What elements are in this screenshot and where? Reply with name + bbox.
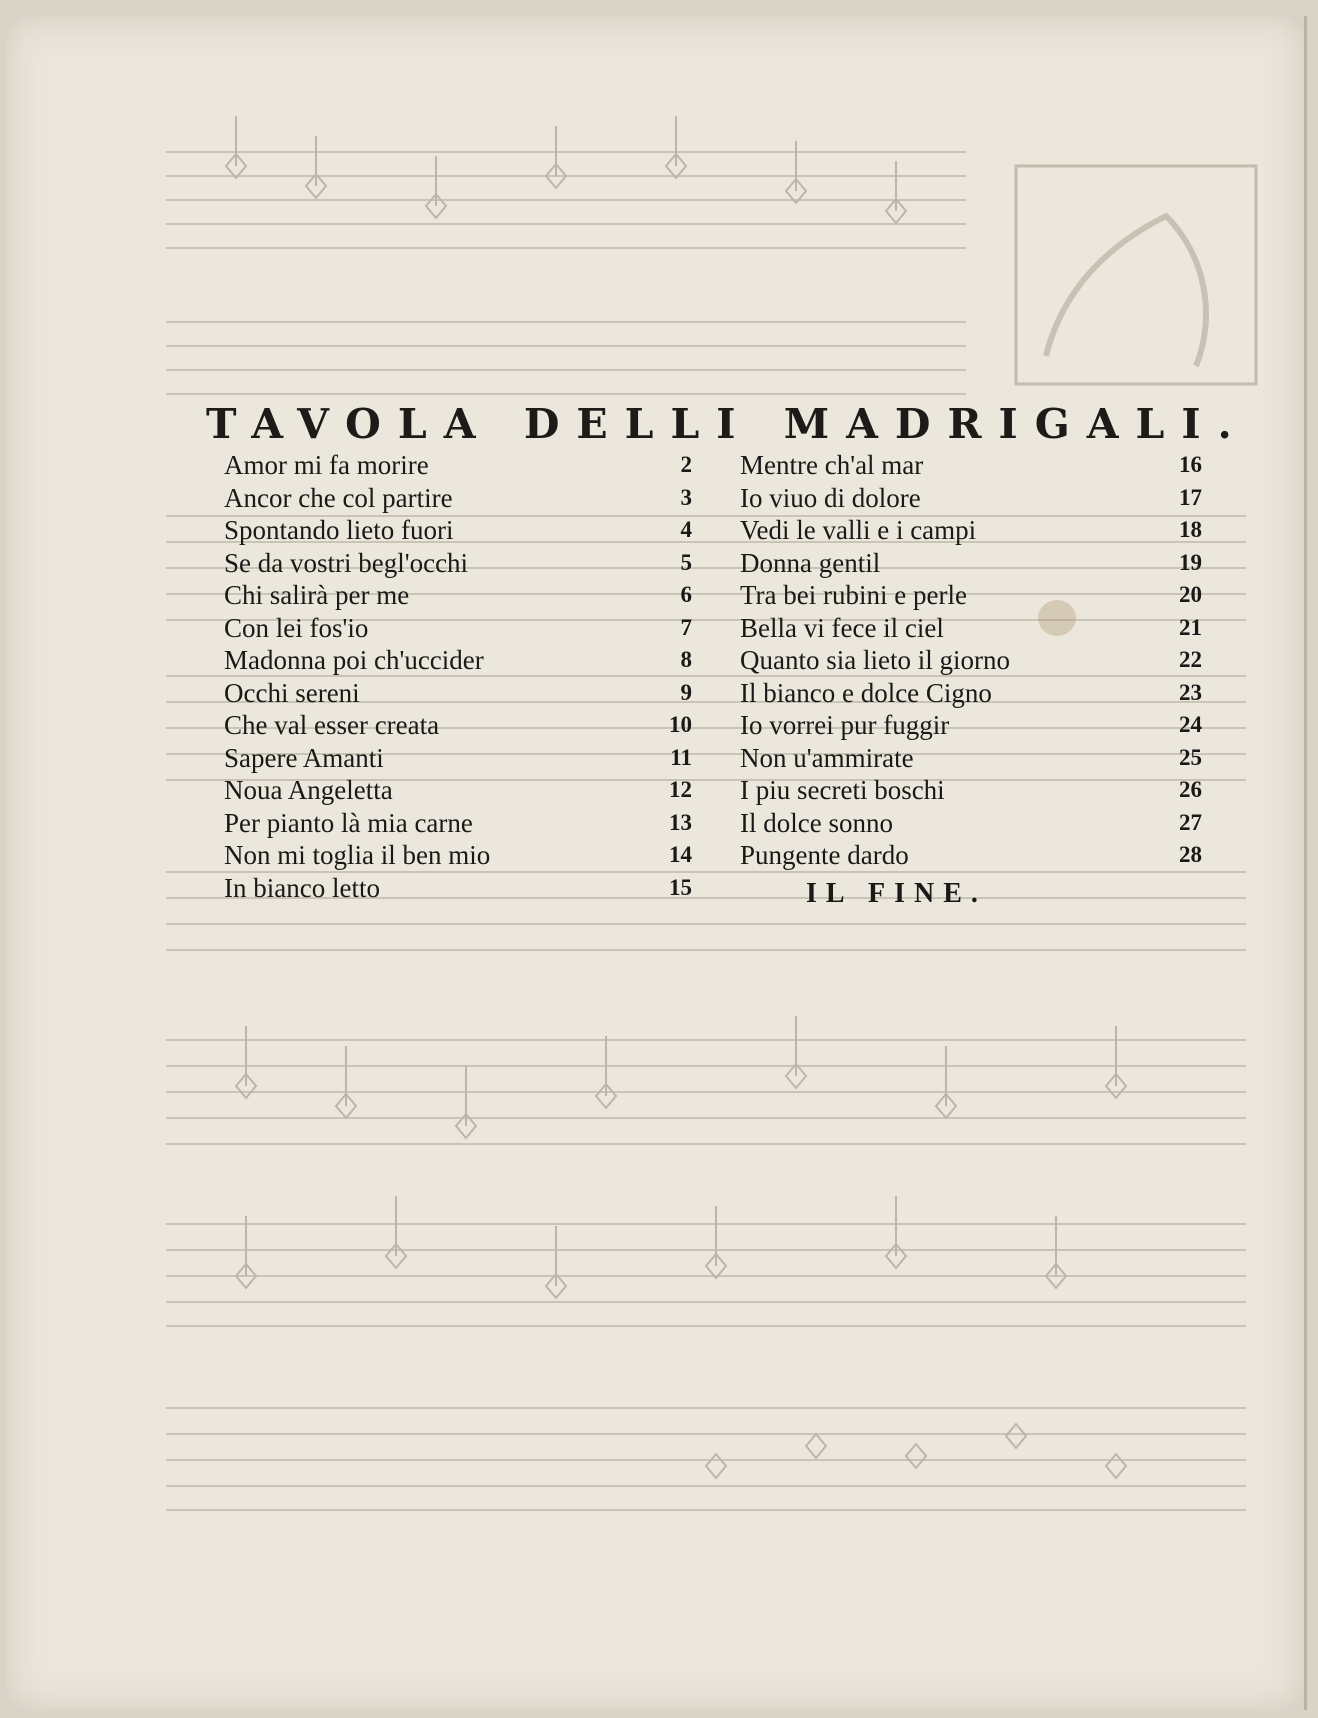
madrigal-title: Il bianco e dolce Cigno xyxy=(740,677,992,708)
index-column-left xyxy=(224,450,692,905)
page-number: 14 xyxy=(669,842,692,867)
page-number: 28 xyxy=(1179,842,1202,867)
index-entry xyxy=(740,613,1202,646)
page-number: 10 xyxy=(669,712,692,737)
madrigal-title: Occhi sereni xyxy=(224,677,360,708)
index-entry xyxy=(740,548,1202,581)
index-entry xyxy=(224,775,692,808)
index-entry xyxy=(740,678,1202,711)
madrigal-title: Non u'ammirate xyxy=(740,742,914,773)
index-entry xyxy=(224,515,692,548)
madrigal-title: Bella vi fece il ciel xyxy=(740,612,944,643)
madrigal-title: Per pianto là mia carne xyxy=(224,807,473,838)
madrigal-title: Con lei fos'io xyxy=(224,612,369,643)
page-number: 5 xyxy=(680,549,692,575)
madrigal-title: Ancor che col partire xyxy=(224,482,453,513)
index-entry xyxy=(740,840,1202,873)
page-number: 21 xyxy=(1179,614,1202,640)
index-entry xyxy=(224,808,692,841)
page-number: 20 xyxy=(1179,582,1202,607)
page-number: 2 xyxy=(680,452,692,477)
page-number: 9 xyxy=(680,679,692,705)
madrigal-title: Mentre ch'al mar xyxy=(740,450,924,480)
index-entry xyxy=(224,580,692,613)
index-entry xyxy=(740,580,1202,613)
page-number: 16 xyxy=(1179,452,1202,477)
index-entry xyxy=(224,645,692,678)
madrigal-title: Quanto sia lieto il giorno xyxy=(740,645,1010,675)
page-number: 23 xyxy=(1179,679,1202,705)
page-number: 7 xyxy=(680,614,692,640)
madrigal-title: I piu secreti boschi xyxy=(740,775,945,805)
madrigal-title: Non mi toglia il ben mio xyxy=(224,840,491,870)
page-number: 11 xyxy=(670,744,692,770)
page-number: 25 xyxy=(1179,744,1202,770)
madrigal-title: Tra bei rubini e perle xyxy=(740,580,967,610)
madrigal-title: Pungente dardo xyxy=(740,840,909,870)
madrigal-title: In bianco letto xyxy=(224,872,380,903)
madrigal-title: Spontando lieto fuori xyxy=(224,515,454,545)
page-number: 12 xyxy=(669,777,692,802)
index-entry xyxy=(740,450,1202,483)
index-entry xyxy=(740,808,1202,841)
page-number: 8 xyxy=(680,647,692,672)
index-entry xyxy=(740,645,1202,678)
index-entry xyxy=(224,873,692,906)
index-column-right xyxy=(740,450,1202,873)
page-number: 3 xyxy=(680,484,692,510)
index-entry xyxy=(740,775,1202,808)
page-number: 27 xyxy=(1179,809,1202,835)
index-entry xyxy=(224,548,692,581)
index-entry xyxy=(224,710,692,743)
madrigal-title: Madonna poi ch'uccider xyxy=(224,645,484,675)
page-number: 26 xyxy=(1179,777,1202,802)
index-entry xyxy=(224,743,692,776)
index-entry xyxy=(224,678,692,711)
index-entry xyxy=(740,483,1202,516)
page-title: TAVOLA DELLI MADRIGALI. xyxy=(206,400,1249,448)
madrigal-title: Vedi le valli e i campi xyxy=(740,515,977,545)
page-number: 4 xyxy=(680,517,692,542)
page-number: 22 xyxy=(1179,647,1202,672)
madrigal-title: Se da vostri begl'occhi xyxy=(224,547,469,578)
madrigal-title: Io viuo di dolore xyxy=(740,482,921,513)
page-number: 13 xyxy=(669,809,692,835)
madrigal-title: Noua Angeletta xyxy=(224,775,393,805)
madrigal-title: Io vorrei pur fuggir xyxy=(740,710,950,740)
closing-text: IL FINE. xyxy=(806,878,987,909)
page-number: 15 xyxy=(669,874,692,900)
madrigal-title: Chi salirà per me xyxy=(224,580,410,610)
page-number: 17 xyxy=(1179,484,1202,510)
book-page xyxy=(6,16,1307,1710)
index-entry xyxy=(740,710,1202,743)
madrigal-title: Amor mi fa morire xyxy=(224,450,429,480)
index-entry xyxy=(740,515,1202,548)
madrigal-title: Che val esser creata xyxy=(224,710,440,740)
index-entry xyxy=(224,450,692,483)
page-number: 24 xyxy=(1179,712,1202,737)
madrigal-title: Donna gentil xyxy=(740,547,881,578)
page-number: 6 xyxy=(680,582,692,607)
index-entry xyxy=(224,840,692,873)
index-entry xyxy=(740,743,1202,776)
index-entry xyxy=(224,613,692,646)
madrigal-title: Il dolce sonno xyxy=(740,807,893,838)
page-number: 18 xyxy=(1179,517,1202,542)
madrigal-title: Sapere Amanti xyxy=(224,742,384,773)
index-entry xyxy=(224,483,692,516)
page-number: 19 xyxy=(1179,549,1202,575)
